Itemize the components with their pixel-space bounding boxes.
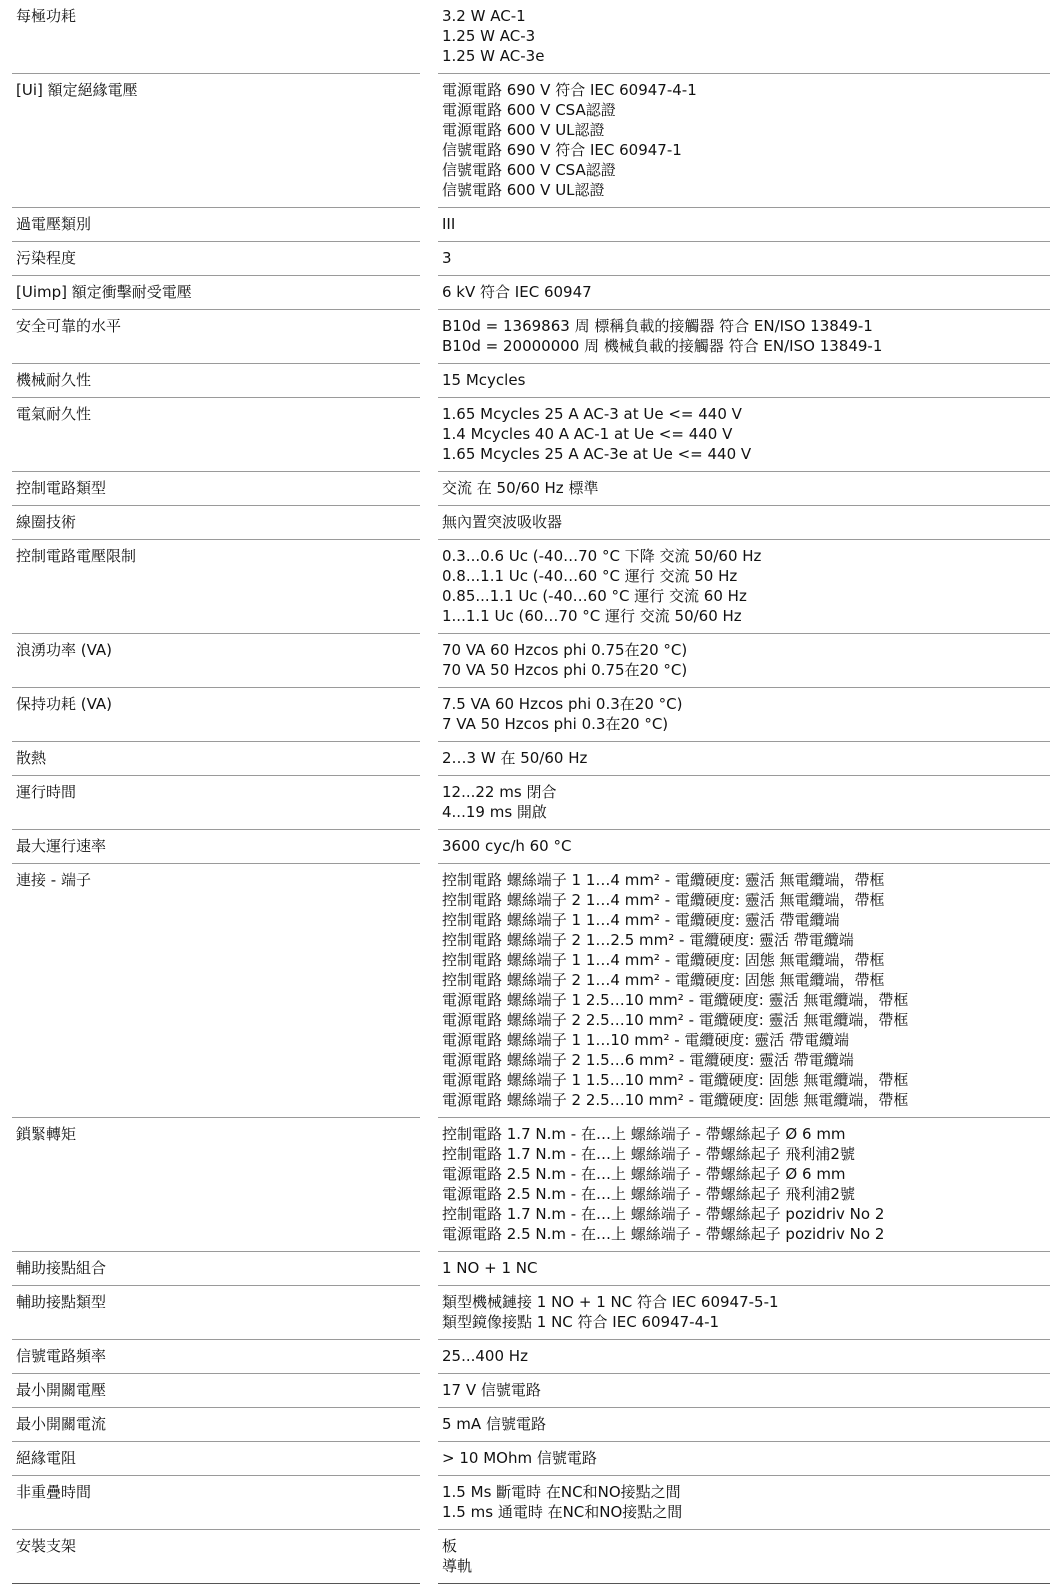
spec-value [438, 742, 1050, 776]
spec-value-line: 電源電路 2.5 N.m - 在…上 螺絲端子 - 帶螺絲起子 Ø 6 mm [442, 1165, 846, 1183]
spec-value [438, 1408, 1050, 1442]
spec-row [12, 1530, 1050, 1584]
spec-value-line: 控制電路 螺絲端子 2 1…4 mm² - 電纜硬度: 固態 無電纜端，帶框 [442, 971, 885, 989]
spec-row [12, 0, 1050, 74]
spec-row [12, 208, 1050, 242]
spec-value-line: 控制電路 螺絲端子 2 1…4 mm² - 電纜硬度: 靈活 無電纜端，帶框 [442, 891, 885, 909]
spec-value-line: 電源電路 600 V CSA認證 [442, 101, 616, 119]
spec-row [12, 1340, 1050, 1374]
spec-row [12, 310, 1050, 364]
spec-row [12, 276, 1050, 310]
spec-value [438, 634, 1050, 688]
spec-value-line: 0.85...1.1 Uc (-40…60 °C 運行 交流 60 Hz [442, 587, 747, 605]
spec-value-line: 控制電路 螺絲端子 2 1…2.5 mm² - 電纜硬度: 靈活 帶電纜端 [442, 931, 854, 949]
spec-value-line: 電源電路 690 V 符合 IEC 60947-4-1 [442, 81, 697, 99]
spec-label: 連接 - 端子 [12, 864, 420, 1118]
spec-value [438, 506, 1050, 540]
spec-value [438, 398, 1050, 472]
spec-row [12, 74, 1050, 208]
spec-value [438, 1476, 1050, 1530]
spec-row [12, 1286, 1050, 1340]
spec-row [12, 1252, 1050, 1286]
spec-label: 線圈技術 [12, 506, 420, 540]
spec-value-line: 1.65 Mcycles 25 A AC-3 at Ue <= 440 V [442, 405, 742, 423]
spec-value-line: 交流 在 50/60 Hz 標準 [442, 479, 599, 497]
spec-label: [Uimp] 額定衝擊耐受電壓 [12, 276, 420, 310]
spec-value-line: 電源電路 螺絲端子 1 2.5…10 mm² - 電纜硬度: 靈活 無電纜端，帶框 [442, 991, 909, 1009]
spec-value-line: 控制電路 1.7 N.m - 在…上 螺絲端子 - 帶螺絲起子 Ø 6 mm [442, 1125, 846, 1143]
spec-value [438, 864, 1050, 1118]
spec-value [438, 276, 1050, 310]
spec-value-line: 70 VA 50 Hzcos phi 0.75在20 °C) [442, 661, 688, 679]
spec-row [12, 1476, 1050, 1530]
spec-value-line: 控制電路 1.7 N.m - 在…上 螺絲端子 - 帶螺絲起子 飛利浦2號 [442, 1145, 855, 1163]
spec-row [12, 634, 1050, 688]
spec-label: 最小開關電流 [12, 1408, 420, 1442]
spec-value [438, 776, 1050, 830]
spec-label: 鎖緊轉矩 [12, 1118, 420, 1252]
spec-value [438, 310, 1050, 364]
spec-label: 非重疊時間 [12, 1476, 420, 1530]
spec-row [12, 864, 1050, 1118]
spec-label: 散熱 [12, 742, 420, 776]
spec-value-line: 1.5 ms 通電時 在NC和NO接點之間 [442, 1503, 683, 1521]
spec-label: 污染程度 [12, 242, 420, 276]
spec-value-line: 1.65 Mcycles 25 A AC-3e at Ue <= 440 V [442, 445, 752, 463]
spec-value-line: 3 [442, 249, 452, 267]
spec-value-line: 電源電路 螺絲端子 1 1…10 mm² - 電纜硬度: 靈活 帶電纜端 [442, 1031, 850, 1049]
spec-value-line: 0.8...1.1 Uc (-40…60 °C 運行 交流 50 Hz [442, 567, 738, 585]
spec-value-line: 電源電路 2.5 N.m - 在…上 螺絲端子 - 帶螺絲起子 pozidriv No 2 [442, 1225, 885, 1243]
spec-value [438, 540, 1050, 634]
spec-value-line: 7 VA 50 Hzcos phi 0.3在20 °C) [442, 715, 669, 733]
spec-value-line: B10d = 1369863 周 標稱負載的接觸器 符合 EN/ISO 13849-1 [442, 317, 873, 335]
spec-label: 運行時間 [12, 776, 420, 830]
spec-value-line: 17 V 信號電路 [442, 1381, 541, 1399]
spec-row [12, 506, 1050, 540]
spec-value [438, 242, 1050, 276]
spec-value-line: 控制電路 螺絲端子 1 1…4 mm² - 電纜硬度: 靈活 無電纜端，帶框 [442, 871, 885, 889]
spec-value-line: 電源電路 螺絲端子 2 2.5…10 mm² - 電纜硬度: 固態 無電纜端，帶框 [442, 1091, 909, 1109]
spec-value [438, 74, 1050, 208]
spec-value-line: 4...19 ms 開啟 [442, 803, 547, 821]
spec-value-line: 板 [442, 1537, 458, 1555]
spec-value-line: 電源電路 2.5 N.m - 在…上 螺絲端子 - 帶螺絲起子 飛利浦2號 [442, 1185, 855, 1203]
spec-row [12, 1374, 1050, 1408]
spec-value-line: 控制電路 1.7 N.m - 在…上 螺絲端子 - 帶螺絲起子 pozidriv No 2 [442, 1205, 885, 1223]
spec-value-line: B10d = 20000000 周 機械負載的接觸器 符合 EN/ISO 13849-1 [442, 337, 883, 355]
spec-value [438, 472, 1050, 506]
spec-value-line: 1.25 W AC-3 [442, 27, 536, 45]
spec-label: 安裝支架 [12, 1530, 420, 1584]
spec-value [438, 1118, 1050, 1252]
spec-row [12, 472, 1050, 506]
spec-value-line: 控制電路 螺絲端子 1 1…4 mm² - 電纜硬度: 固態 無電纜端，帶框 [442, 951, 885, 969]
spec-value-line: 25...400 Hz [442, 1347, 528, 1365]
spec-label: 輔助接點組合 [12, 1252, 420, 1286]
spec-value-line: > 10 MOhm 信號電路 [442, 1449, 597, 1467]
spec-value-line: 電源電路 螺絲端子 1 1.5…10 mm² - 電纜硬度: 固態 無電纜端，帶框 [442, 1071, 909, 1089]
spec-value [438, 1530, 1050, 1584]
spec-value [438, 1374, 1050, 1408]
spec-value-line: 控制電路 螺絲端子 1 1…4 mm² - 電纜硬度: 靈活 帶電纜端 [442, 911, 840, 929]
spec-value-line: 信號電路 690 V 符合 IEC 60947-1 [442, 141, 682, 159]
spec-value [438, 1340, 1050, 1374]
spec-label: 浪湧功率 (VA) [12, 634, 420, 688]
spec-row [12, 830, 1050, 864]
spec-row [12, 742, 1050, 776]
spec-row [12, 540, 1050, 634]
spec-table [12, 0, 1050, 1584]
spec-label: 信號電路頻率 [12, 1340, 420, 1374]
spec-value-line: 12...22 ms 閉合 [442, 783, 557, 801]
spec-value-line: 信號電路 600 V UL認證 [442, 181, 605, 199]
spec-value-line: 15 Mcycles [442, 371, 526, 389]
spec-value-line: 3.2 W AC-1 [442, 7, 526, 25]
spec-row [12, 1442, 1050, 1476]
spec-label: [Ui] 額定絕緣電壓 [12, 74, 420, 208]
spec-label: 輔助接點類型 [12, 1286, 420, 1340]
spec-value [438, 688, 1050, 742]
spec-value [438, 0, 1050, 74]
spec-value-line: III [442, 215, 456, 233]
spec-value [438, 1252, 1050, 1286]
spec-value-line: 3600 cyc/h 60 °C [442, 837, 572, 855]
spec-value [438, 364, 1050, 398]
spec-value-line: 無內置突波吸收器 [442, 513, 563, 531]
spec-value-line: 70 VA 60 Hzcos phi 0.75在20 °C) [442, 641, 688, 659]
spec-value-line: 6 kV 符合 IEC 60947 [442, 283, 592, 301]
spec-row [12, 1408, 1050, 1442]
spec-value-line: 1.5 Ms 斷電時 在NC和NO接點之間 [442, 1483, 681, 1501]
spec-label: 每極功耗 [12, 0, 420, 74]
spec-value-line: 電源電路 螺絲端子 2 1.5…6 mm² - 電纜硬度: 靈活 帶電纜端 [442, 1051, 854, 1069]
spec-value [438, 1286, 1050, 1340]
spec-value-line: 1...1.1 Uc (60…70 °C 運行 交流 50/60 Hz [442, 607, 742, 625]
spec-label: 安全可靠的水平 [12, 310, 420, 364]
spec-value-line: 1.4 Mcycles 40 A AC-1 at Ue <= 440 V [442, 425, 733, 443]
spec-value-line: 2…3 W 在 50/60 Hz [442, 749, 588, 767]
spec-label: 絕緣電阻 [12, 1442, 420, 1476]
spec-label: 保持功耗 (VA) [12, 688, 420, 742]
spec-label: 過電壓類別 [12, 208, 420, 242]
spec-label: 最小開關電壓 [12, 1374, 420, 1408]
spec-value-line: 類型機械鏈接 1 NO + 1 NC 符合 IEC 60947-5-1 [442, 1293, 779, 1311]
spec-value [438, 830, 1050, 864]
spec-value-line: 信號電路 600 V CSA認證 [442, 161, 616, 179]
spec-row [12, 364, 1050, 398]
spec-row [12, 1118, 1050, 1252]
spec-label: 電氣耐久性 [12, 398, 420, 472]
spec-label: 控制電路類型 [12, 472, 420, 506]
spec-row [12, 688, 1050, 742]
spec-value-line: 7.5 VA 60 Hzcos phi 0.3在20 °C) [442, 695, 683, 713]
spec-value-line: 電源電路 600 V UL認證 [442, 121, 605, 139]
spec-row [12, 398, 1050, 472]
spec-row [12, 776, 1050, 830]
spec-value-line: 1.25 W AC-3e [442, 47, 545, 65]
spec-value-line: 導軌 [442, 1557, 473, 1575]
spec-label: 機械耐久性 [12, 364, 420, 398]
spec-value-line: 5 mA 信號電路 [442, 1415, 546, 1433]
spec-label: 控制電路電壓限制 [12, 540, 420, 634]
spec-value-line: 類型鏡像接點 1 NC 符合 IEC 60947-4-1 [442, 1313, 720, 1331]
spec-value-line: 電源電路 螺絲端子 2 2.5…10 mm² - 電纜硬度: 靈活 無電纜端，帶框 [442, 1011, 909, 1029]
spec-value [438, 1442, 1050, 1476]
spec-value [438, 208, 1050, 242]
spec-row [12, 242, 1050, 276]
spec-value-line: 1 NO + 1 NC [442, 1259, 538, 1277]
spec-label: 最大運行速率 [12, 830, 420, 864]
spec-value-line: 0.3...0.6 Uc (-40…70 °C 下降 交流 50/60 Hz [442, 547, 762, 565]
